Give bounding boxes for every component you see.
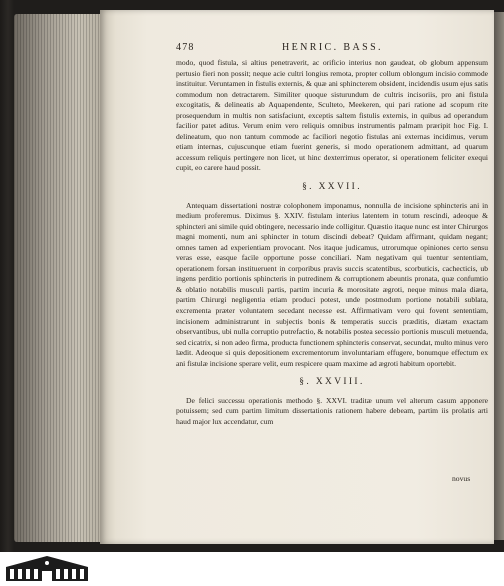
page-body [176, 58, 488, 428]
page-edges-stack [14, 14, 106, 542]
body-paragraph: De felici successu operationis methodo §. XXVI. traditæ unum vel alterum casum apponere potuissem; sed cum partim limitum dissertationis rationem habere debeam, partim iis prolatis arti haud major lux accendatur, cum [176, 395, 488, 426]
running-title: HENRIC. BASS. [282, 42, 383, 53]
library-footer-strip [0, 552, 504, 586]
section-heading: §. XXVIII. [299, 377, 365, 388]
body-paragraph: modo, quod fistula, si altius penetraverit, ac orificio interius non gaudeat, ob globum appensum pertusio fieri non possit; neque acie cultri longius remota, propter collum oblongum incisio commode instituitur. Veruntamen in fistulis externis, & quæ ani sphincterem obsident, incidendis usum ejus satis commodum non detractarem. Similiter quoque sisturundum de cultris incisoriis, pro ani fistula excogitatis, & delineatis ab Aquapendente, Sculteto, Meekeren, qui pari ratione ad scopum rite prosequendum in multis non satisfaciunt, exceptis saltem fistulis externis, in quibus ad operandum facilior patet aditus. Verum enim vero reliquis omnibus instrumentis palmam præripit hoc Fig. I. delineatum, quo non tantum commode ac faciliori negotio fistulas ani externas incidimus, verum etiam internas, cujuscunque etiam fuerint generis, si modo operationem admittant, ad quarum accessum reliquis pertingere non licet, ut hinc dexterrimus operator, si operationem feliciter exequi cupit, eo carere haud possit. [176, 58, 488, 173]
section-heading: §. XXVII. [302, 182, 362, 193]
library-building-icon [4, 555, 90, 583]
page-number: 478 [176, 42, 195, 53]
catchword: novus [452, 474, 471, 483]
body-paragraph: Antequam dissertationi nostræ colophonem imponamus, nonnulla de incisione sphincteris ani in medium proferemus. Diximus §. XXIV. fistulam interius latentem in totum rescindi, adeoque & sphincteri ani simile quid obtingere, necessario inde colligitur. Quæstio itaque nunc est inter Chirurgos magni momenti, num ani sphincter in totum discindi debeat? Quidam affirmant, quidam negant; omnes tamen ad experientiam provocant. Nos itaque judicamus, utrorumque opiniones certo sensu veras esse, easque facile opportune posse conciliari. Nam negativam qui tuentur sententiam, operationem forsan institueruent in corporibus pravis succis scatentibus, scorbuticis, cachecticis, ub ingens perditio portionis sphincteris in putredinem & corruptionem abeuntis pronata, quæ confumtio & oblatio notabilis musculi partis, partim incuria & morositate ægroti, neque minus mala diæta, partim Chirurgi negligentia etiam produci potest, unde postmodum portione notabili sublata, excrementa præter voluntatem secedant necesse est. Affirmativam vero qui fovent sententiam, incisionem administrarunt in subjectis bonis & temperatis succis præditis, diætam exactam observantibus, ubi nulla corruptio putrefactio, & notabilis postea secessio portionis musculi metuenda, sed cicatrix, si non adeo firma, producta functionem sphincteris conservat, secundat, multo minus vero lædit. Adeoque si quis depositionem excrementorum involuntariam effugere, bonumque effectum ex ani fistulæ incisione sperare velit, eum respicere quam maxime ad ægroti habitum oportebit. [176, 200, 488, 368]
page-right-edge [494, 12, 504, 540]
